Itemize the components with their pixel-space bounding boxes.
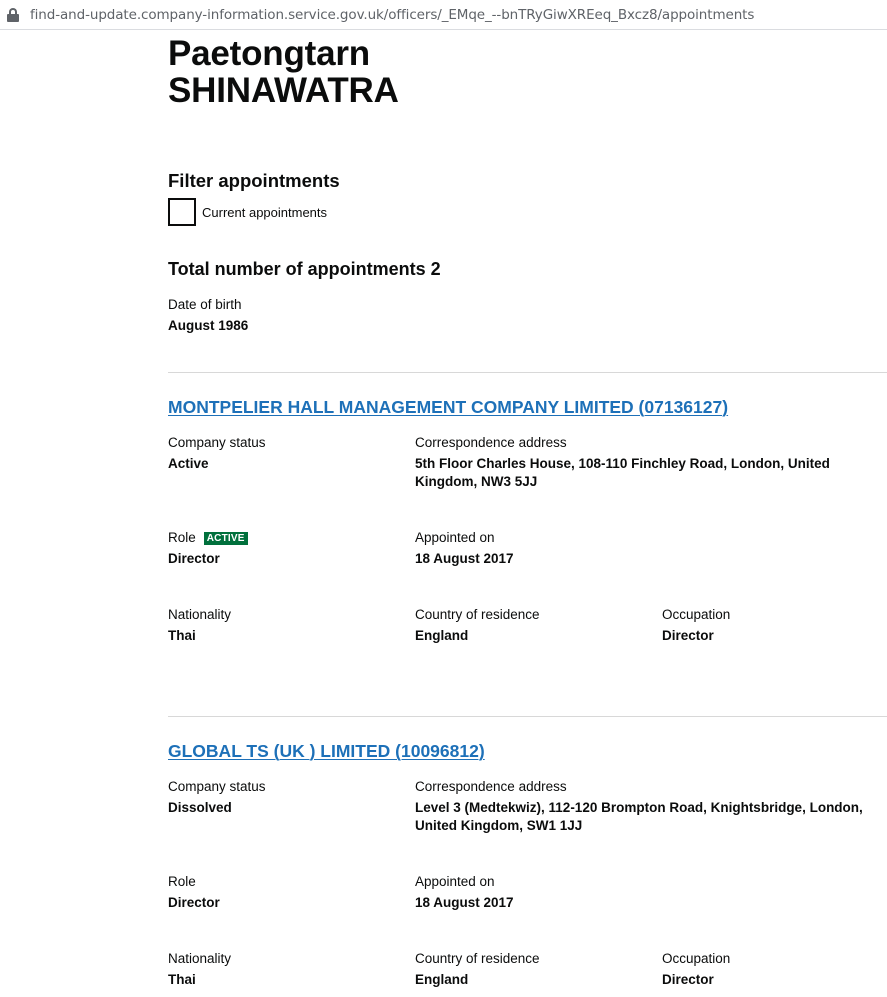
residence-label: Country of residence (415, 607, 540, 622)
correspondence-address (415, 435, 887, 491)
company-status-label: Company status (168, 779, 266, 794)
date-of-birth (168, 297, 248, 335)
officer-name-line1: Paetongtarn (168, 34, 370, 73)
total-appointments: Total number of appointments 2 (168, 259, 441, 279)
nationality (168, 607, 231, 645)
current-appointments-filter[interactable] (168, 198, 327, 226)
address-label: Correspondence address (415, 435, 567, 450)
appointed-on (415, 874, 514, 912)
correspondence-address (415, 779, 875, 835)
nationality-value: Thai (168, 628, 196, 643)
occupation (662, 607, 730, 645)
company-status-value: Active (168, 456, 209, 471)
nationality-label: Nationality (168, 951, 232, 966)
dob-value: August 1986 (168, 318, 249, 333)
appointed-value: 18 August 2017 (415, 551, 514, 566)
role-value: Director (168, 895, 220, 910)
appointed-on (415, 530, 514, 568)
appointed-label: Appointed on (415, 874, 495, 889)
residence-value: England (415, 628, 469, 643)
role-value: Director (168, 551, 220, 566)
divider (168, 716, 887, 717)
appointed-label: Appointed on (415, 530, 495, 545)
address-bar[interactable] (0, 0, 887, 30)
company-status (168, 435, 266, 473)
address-value: Level 3 (Medtekwiz), 112-120 Brompton Road, Knightsbridge, London, United Kingdom, SW1 1JJ (415, 800, 863, 833)
address-label: Correspondence address (415, 779, 567, 794)
occupation-label: Occupation (662, 607, 731, 622)
status-badge: ACTIVE (204, 532, 248, 545)
role-label: Role (168, 874, 196, 889)
address-value: 5th Floor Charles House, 108-110 Finchley Road, London, United Kingdom, NW3 5JJ (415, 456, 830, 489)
occupation-value: Director (662, 628, 714, 643)
divider (168, 372, 887, 373)
officer-name (168, 35, 399, 109)
company-status-value: Dissolved (168, 800, 232, 815)
appointed-value: 18 August 2017 (415, 895, 514, 910)
role (168, 874, 220, 912)
country-of-residence (415, 951, 540, 989)
country-of-residence (415, 607, 540, 645)
role (168, 530, 248, 568)
filter-heading: Filter appointments (168, 170, 340, 191)
occupation-value: Director (662, 972, 714, 987)
residence-label: Country of residence (415, 951, 540, 966)
role-label: Role (168, 530, 196, 545)
residence-value: England (415, 972, 469, 987)
company-link[interactable]: GLOBAL TS (UK ) LIMITED (10096812) (168, 741, 485, 761)
occupation-label: Occupation (662, 951, 731, 966)
nationality-label: Nationality (168, 607, 232, 622)
dob-label: Date of birth (168, 297, 242, 312)
officer-name-line2: SHINAWATRA (168, 71, 399, 110)
company-status-label: Company status (168, 435, 266, 450)
nationality-value: Thai (168, 972, 196, 987)
role-label-row (168, 530, 248, 545)
current-appointments-checkbox[interactable] (168, 198, 196, 226)
checkbox-label[interactable]: Current appointments (202, 204, 328, 220)
company-link[interactable]: MONTPELIER HALL MANAGEMENT COMPANY LIMITED (07136127) (168, 397, 729, 417)
url-text[interactable]: find-and-update.company-information.service.gov.uk/officers/_EMqe_--bnTRyGiwXREeq_Bxcz8/appointments (30, 6, 755, 23)
lock-icon[interactable] (7, 8, 19, 22)
company-status (168, 779, 266, 817)
nationality (168, 951, 231, 989)
occupation (662, 951, 730, 989)
